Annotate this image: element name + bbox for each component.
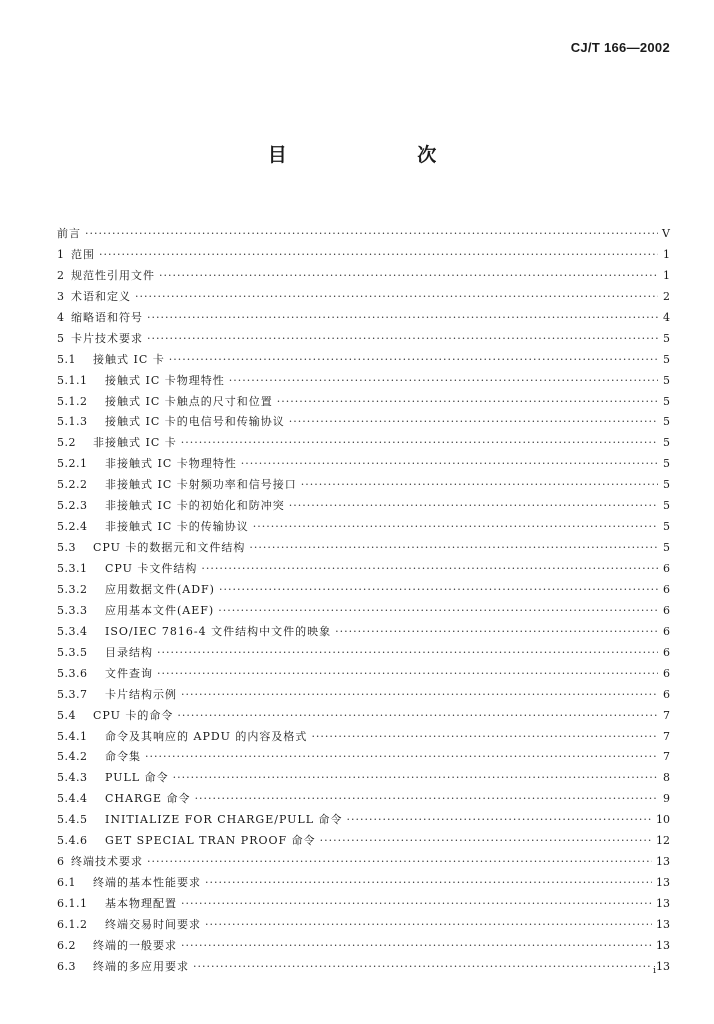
toc-entry[interactable] — [57, 706, 670, 727]
toc-dot-leader — [169, 350, 658, 371]
toc-entry-page: 6 — [663, 562, 670, 575]
toc-dot-leader — [157, 643, 658, 664]
toc-entry-page: 9 — [663, 792, 670, 806]
toc-entry-number: 5.3.7 — [57, 687, 88, 701]
toc-entry-page: 13 — [656, 938, 670, 952]
toc-entry[interactable] — [57, 852, 670, 873]
toc-entry-number: 3 — [57, 289, 65, 303]
toc-entry-title: 非接触式 IC 卡射频功率和信号接口 — [105, 478, 297, 492]
toc-entry-number: 5.3.5 — [57, 645, 88, 659]
toc-entry-title: 非接触式 IC 卡物理特性 — [105, 457, 237, 471]
toc-entry-title: CPU 卡的数据元和文件结构 — [93, 541, 246, 555]
toc-entry[interactable] — [57, 768, 670, 789]
toc-entry-number: 1 — [57, 247, 65, 261]
toc-dot-leader — [347, 810, 652, 831]
toc-entry-number: 5.1.1 — [57, 373, 88, 387]
toc-entry-page: 5 — [663, 394, 670, 408]
toc-entry-title: 命令集 — [105, 750, 141, 764]
toc-dot-leader — [277, 392, 658, 413]
toc-entry-page: 5 — [663, 541, 670, 555]
toc-entry-title: CPU 卡文件结构 — [105, 562, 198, 575]
document-code: CJ/T 166—2002 — [570, 40, 670, 55]
toc-entry-number: 5.3 — [57, 541, 76, 555]
toc-entry-title: 基本物理配置 — [105, 897, 177, 910]
toc-dot-leader — [181, 433, 658, 454]
toc-dot-leader — [249, 538, 658, 559]
toc-entry-number: 6.2 — [57, 938, 76, 952]
toc-entry-number: 5.3.3 — [57, 603, 88, 617]
toc-entry-title: 非接触式 IC 卡的初始化和防冲突 — [105, 499, 285, 513]
toc-dot-leader — [85, 224, 658, 245]
toc-entry-title: CHARGE 命令 — [105, 792, 191, 806]
toc-entry-title: 非接触式 IC 卡的传输协议 — [105, 520, 249, 534]
toc-dot-leader — [145, 747, 658, 768]
toc-dot-leader — [219, 580, 658, 601]
toc-entry-page: 5 — [663, 457, 670, 471]
toc-entry[interactable] — [57, 392, 670, 413]
toc-entry-page: 5 — [663, 436, 670, 450]
toc-entry[interactable] — [57, 831, 670, 852]
toc-dot-leader — [147, 308, 658, 329]
toc-entry-title: 应用数据文件(ADF) — [105, 582, 215, 596]
toc-entry-title: 文件查询 — [105, 666, 153, 680]
toc-entry[interactable] — [57, 371, 670, 392]
toc-entry[interactable] — [57, 747, 670, 768]
toc-dot-leader — [181, 936, 652, 957]
toc-dot-leader — [253, 517, 658, 538]
toc-entry-number: 5.1.2 — [57, 394, 88, 408]
toc-entry[interactable] — [57, 664, 670, 685]
toc-entry-page: 5 — [663, 520, 670, 534]
toc-dot-leader — [147, 329, 658, 350]
toc-entry-number: 5.2.4 — [57, 520, 88, 534]
toc-entry-title: 终端的基本性能要求 — [93, 876, 201, 890]
toc-entry-number: 6.1 — [57, 876, 76, 890]
toc-entry-title: CPU 卡的命令 — [93, 708, 174, 722]
toc-entry[interactable] — [57, 601, 670, 622]
toc-entry-page: 1 — [663, 247, 670, 261]
toc-entry-page: 2 — [663, 289, 670, 303]
toc-dot-leader — [159, 266, 658, 287]
toc-entry-title: 术语和定义 — [71, 289, 131, 303]
toc-entry[interactable] — [57, 287, 670, 308]
toc-entry-page: 5 — [663, 331, 670, 345]
toc-entry-page: 13 — [656, 959, 670, 973]
toc-entry-page: 5 — [663, 478, 670, 492]
toc-entry-number: 6.1.2 — [57, 917, 88, 931]
toc-entry-number: 5.3.2 — [57, 582, 88, 596]
toc-entry-number: 6.3 — [57, 959, 76, 973]
toc-entry-page: 13 — [656, 897, 670, 910]
toc-entry-title: 范围 — [71, 247, 95, 261]
toc-entry-title: 终端的一般要求 — [93, 938, 177, 952]
toc-entry-number: 5.2.2 — [57, 478, 88, 492]
toc-entry[interactable] — [57, 789, 670, 810]
toc-dot-leader — [301, 475, 658, 496]
toc-entry-page: 7 — [663, 750, 670, 764]
toc-title: 目 次 — [267, 144, 499, 166]
toc-entry-number: 5.4.5 — [57, 813, 88, 827]
toc-entry-number: 5.3.6 — [57, 666, 88, 680]
toc-entry-number: 5.4.1 — [57, 729, 88, 743]
toc-entry-number: 5.4.6 — [57, 834, 88, 848]
toc-entry[interactable] — [57, 433, 670, 454]
toc-dot-leader — [205, 873, 652, 894]
toc-entry-number: 5.4 — [57, 708, 76, 722]
toc-entry-title: 缩略语和符号 — [71, 310, 143, 324]
toc-entry-title: 卡片结构示例 — [105, 687, 177, 701]
toc-dot-leader — [181, 894, 652, 915]
toc-entry-page: 7 — [663, 708, 670, 722]
toc-entry-title: 接触式 IC 卡 — [93, 352, 165, 366]
toc-entry-number: 5.3.4 — [57, 624, 88, 638]
toc-entry-title: 命令及其响应的 APDU 的内容及格式 — [105, 729, 308, 743]
toc-entry-number: 2 — [57, 268, 65, 282]
toc-entry[interactable] — [57, 810, 670, 831]
toc-entry-title: 终端技术要求 — [71, 855, 143, 869]
toc-entry-page: 6 — [663, 645, 670, 659]
toc-entry-page: 13 — [656, 855, 670, 869]
toc-entry-page: 1 — [663, 268, 670, 282]
toc-dot-leader — [135, 287, 658, 308]
toc-entry-title: 接触式 IC 卡的电信号和传输协议 — [105, 415, 285, 429]
toc-entry-title: 非接触式 IC 卡 — [93, 436, 177, 450]
toc-entry-title: 卡片技术要求 — [71, 331, 143, 345]
toc-entry-title: 接触式 IC 卡物理特性 — [105, 373, 225, 387]
toc-entry-page: 13 — [656, 876, 670, 890]
toc-dot-leader — [157, 664, 658, 685]
toc-entry-number: 5.2 — [57, 436, 76, 450]
toc-entry-page: 5 — [663, 352, 670, 366]
toc-dot-leader — [147, 852, 652, 873]
toc-entry-number: 5.1 — [57, 352, 76, 366]
toc-dot-leader — [201, 559, 658, 580]
toc-entry[interactable] — [57, 224, 670, 245]
toc-dot-leader — [181, 685, 658, 706]
page-number: i — [653, 966, 656, 976]
toc-entry-number: 5 — [57, 331, 65, 345]
toc-entry-number: 5.1.3 — [57, 415, 88, 429]
toc-entry[interactable] — [57, 894, 670, 915]
toc-entry-number: 6.1.1 — [57, 897, 88, 910]
toc-dot-leader — [205, 915, 652, 936]
toc-dot-leader — [289, 412, 658, 433]
toc-entry[interactable] — [57, 475, 670, 496]
toc-entry-title: 应用基本文件(AEF) — [105, 603, 215, 617]
toc-entry[interactable] — [57, 517, 670, 538]
toc-entry-number: 5.2.3 — [57, 499, 88, 513]
toc-entry[interactable] — [57, 915, 670, 936]
toc-dot-leader — [320, 831, 652, 852]
toc-entry-page: 6 — [663, 687, 670, 701]
toc-dot-leader — [173, 768, 658, 789]
toc-entry-title: 前言 — [57, 227, 81, 240]
toc-entry-page: 7 — [663, 729, 670, 743]
toc-entry[interactable] — [57, 245, 670, 266]
toc-entry[interactable] — [57, 727, 670, 748]
toc-entry-number: 4 — [57, 310, 65, 324]
toc-entry[interactable] — [57, 329, 670, 350]
toc-entry[interactable] — [57, 308, 670, 329]
toc-entry-page: 5 — [663, 373, 670, 387]
toc-entry-page: 13 — [656, 917, 670, 931]
toc-entry-number: 5.3.1 — [57, 562, 88, 575]
toc-dot-leader — [218, 601, 658, 622]
toc-entry[interactable] — [57, 454, 670, 475]
toc-entry-title: 终端交易时间要求 — [105, 917, 201, 931]
toc-dot-leader — [195, 789, 658, 810]
toc-dot-leader — [335, 622, 658, 643]
toc-entry-title: INITIALIZE FOR CHARGE/PULL 命令 — [105, 813, 343, 827]
toc-entry[interactable] — [57, 873, 670, 894]
toc-entry[interactable] — [57, 936, 670, 957]
toc-entry[interactable] — [57, 266, 670, 287]
toc-entry-page: V — [662, 227, 670, 240]
toc-entry-title: ISO/IEC 7816-4 文件结构中文件的映象 — [105, 624, 332, 638]
toc-entry[interactable] — [57, 622, 670, 643]
toc-dot-leader — [99, 245, 658, 266]
toc-entry-number: 5.4.2 — [57, 750, 88, 764]
toc-entry-page: 5 — [663, 499, 670, 513]
toc-entry-page: 5 — [663, 415, 670, 429]
toc-dot-leader — [289, 496, 658, 517]
toc-entry[interactable] — [57, 350, 670, 371]
table-of-contents — [57, 224, 670, 978]
toc-dot-leader — [241, 454, 658, 475]
toc-entry[interactable] — [57, 685, 670, 706]
toc-entry-page: 8 — [663, 771, 670, 785]
toc-entry-page: 6 — [663, 666, 670, 680]
toc-entry-number: 5.2.1 — [57, 457, 88, 471]
toc-entry-page: 10 — [656, 813, 670, 827]
toc-entry-title: 目录结构 — [105, 645, 153, 659]
toc-entry[interactable] — [57, 496, 670, 517]
toc-dot-leader — [177, 706, 658, 727]
toc-entry-title: 规范性引用文件 — [71, 268, 155, 282]
toc-entry-title: 终端的多应用要求 — [93, 959, 189, 973]
toc-entry[interactable] — [57, 559, 670, 580]
toc-entry-title: 接触式 IC 卡触点的尺寸和位置 — [105, 394, 273, 408]
toc-entry[interactable] — [57, 538, 670, 559]
toc-entry-page: 6 — [663, 624, 670, 638]
toc-entry-number: 6 — [57, 855, 65, 869]
toc-entry[interactable] — [57, 957, 670, 978]
toc-entry[interactable] — [57, 643, 670, 664]
toc-entry-title: GET SPECIAL TRAN PROOF 命令 — [105, 834, 316, 848]
toc-dot-leader — [193, 957, 652, 978]
toc-entry-page: 12 — [656, 834, 670, 848]
toc-entry[interactable] — [57, 580, 670, 601]
toc-entry[interactable] — [57, 412, 670, 433]
toc-entry-page: 6 — [663, 582, 670, 596]
toc-entry-page: 4 — [663, 310, 670, 324]
toc-dot-leader — [229, 371, 658, 392]
toc-entry-number: 5.4.3 — [57, 771, 88, 785]
toc-entry-title: PULL 命令 — [105, 771, 169, 785]
toc-entry-number: 5.4.4 — [57, 792, 88, 806]
toc-dot-leader — [311, 727, 658, 748]
toc-entry-page: 6 — [663, 603, 670, 617]
